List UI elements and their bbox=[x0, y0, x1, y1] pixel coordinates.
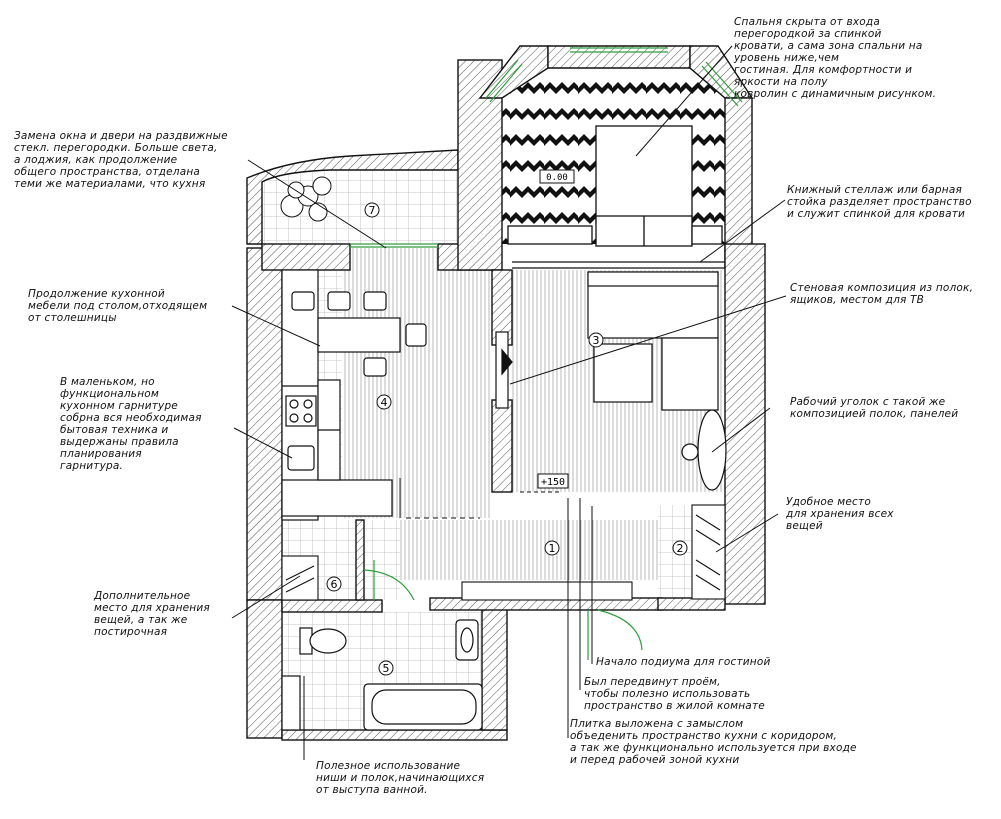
room-marker-6 bbox=[327, 577, 341, 591]
svg-text:2: 2 bbox=[676, 542, 684, 555]
svg-text:1: 1 bbox=[548, 542, 556, 555]
note-kitchen-small: В маленьком, но функциональном кухонном гарнитуре собрна вся необходимая бытовая техника и выдержаны правила планирования гарнитура. bbox=[60, 376, 202, 472]
note-window: Замена окна и двери на раздвижные стекл. перегородки. Больше света, а лоджия, как продолжение общего пространства, отделана теми же материалами, что кухня bbox=[14, 130, 228, 190]
svg-text:+150: +150 bbox=[540, 477, 566, 488]
room-marker-5 bbox=[379, 661, 393, 675]
room-marker-4 bbox=[377, 395, 391, 409]
note-wall-unit: Стеновая композиция из полок, ящиков, местом для ТВ bbox=[790, 282, 974, 306]
svg-text:5: 5 bbox=[382, 662, 390, 675]
svg-text:4: 4 bbox=[380, 396, 388, 409]
note-bedroom: Спальня скрыта от входа перегородкой за спинкой кровати, а сама зона спальни на уровень ниже,чем гостиная. Для комфортности и яркости на полу ковролин с динамичным рисунком. bbox=[734, 16, 937, 100]
note-podium: Начало подиума для гостиной bbox=[596, 656, 771, 668]
room-marker-2 bbox=[673, 541, 687, 555]
room-marker-1 bbox=[545, 541, 559, 555]
room-marker-3 bbox=[589, 333, 603, 347]
note-doorway: Был передвинут проём, чтобы полезно использовать пространство в жилой комнате bbox=[584, 676, 765, 712]
note-tile: Плитка выложена с замыслом объеденить пространство кухни с коридором, а так же функционально используется при входе и перед рабочей зоной кухни bbox=[570, 718, 857, 766]
room-marker-7 bbox=[365, 203, 379, 217]
note-niche: Полезное использование ниши и полок,начинающихся от выступа ванной. bbox=[316, 760, 485, 796]
svg-text:0.00: 0.00 bbox=[546, 173, 568, 183]
note-storage: Удобное место для хранения всех вещей bbox=[786, 496, 894, 532]
note-kitchen-table: Продолжение кухонной мебели под столом,отходящем от столешницы bbox=[28, 288, 208, 324]
bed-level-mark bbox=[540, 170, 574, 183]
note-extra-storage: Дополнительное место для хранения вещей, а так же постирочная bbox=[94, 590, 210, 638]
svg-text:3: 3 bbox=[592, 334, 600, 347]
note-bookshelf: Книжный стеллаж или барная стойка разделяет пространство и служит спинкой для кровати bbox=[787, 184, 972, 220]
svg-text:7: 7 bbox=[368, 204, 376, 217]
note-work-corner: Рабочий уголок с такой же композицией полок, панелей bbox=[790, 396, 959, 420]
level-mark bbox=[538, 474, 568, 488]
svg-text:6: 6 bbox=[330, 578, 338, 591]
